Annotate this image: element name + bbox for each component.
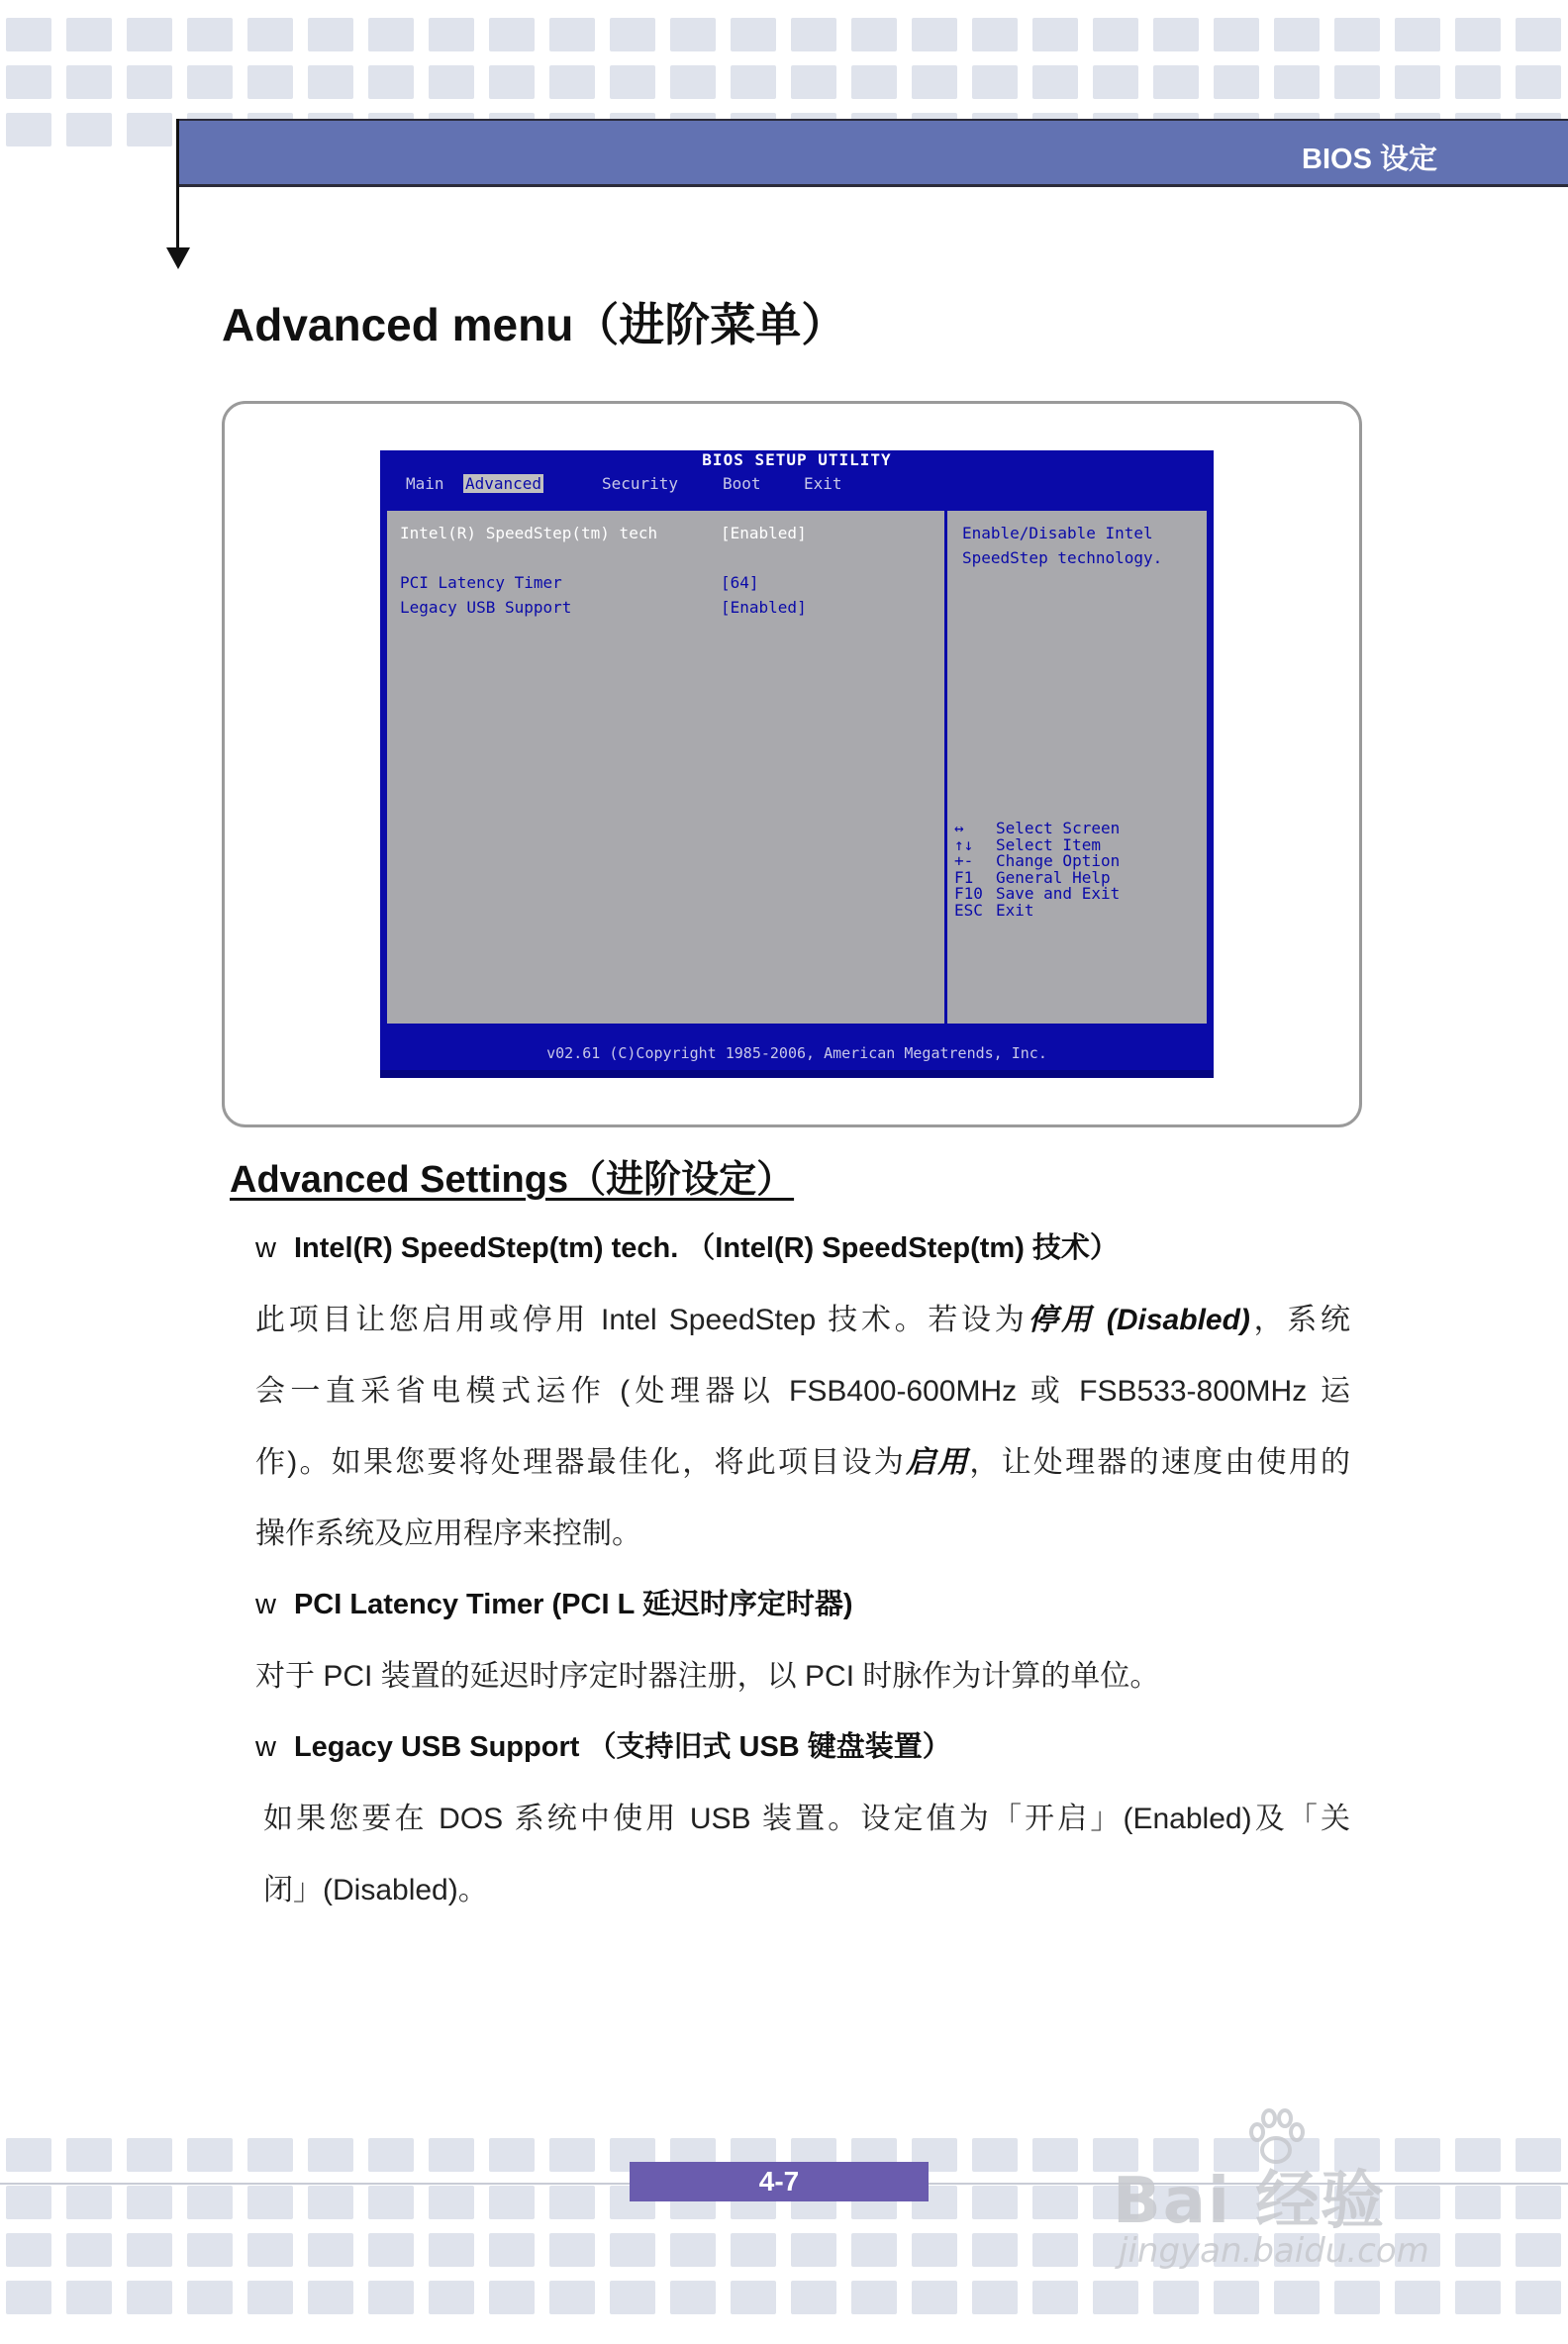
- bios-bottom-edge: [380, 1070, 1214, 1078]
- decorative-tile: [187, 2138, 233, 2172]
- decorative-tile: [66, 2281, 112, 2314]
- paragraph-line: [263, 1794, 1350, 1837]
- bullet-marker: w: [255, 1232, 276, 1264]
- decorative-tile: [549, 2281, 595, 2314]
- decorative-tile: [6, 2138, 51, 2172]
- item-title-text: Intel(R) SpeedStep(tm) tech. （Intel(R) SpeedStep(tm) 技术）: [293, 1232, 1119, 1264]
- bios-setting-value[interactable]: [Enabled]: [721, 598, 807, 617]
- decorative-tile: [912, 2281, 957, 2314]
- decorative-tile: [187, 18, 233, 51]
- text-run: 闭」(Disabled)。: [263, 1874, 488, 1906]
- decorative-tile: [187, 2281, 233, 2314]
- decorative-tile: [1032, 18, 1078, 51]
- emphasis-text: 启用: [905, 1446, 970, 1479]
- decorative-tile: [429, 18, 474, 51]
- header-band: [176, 119, 1568, 187]
- decorative-tile: [247, 2233, 293, 2267]
- bios-key-label: ESC: [954, 901, 983, 920]
- text-run: ，系统: [1249, 1304, 1351, 1336]
- decorative-tile: [1395, 65, 1440, 99]
- bullet-marker: w: [255, 1731, 276, 1763]
- decorative-tile: [912, 18, 957, 51]
- decorative-tile: [127, 2233, 172, 2267]
- decorative-tile: [6, 65, 51, 99]
- decorative-tile: [1516, 65, 1561, 99]
- bios-help-text: SpeedStep technology.: [962, 548, 1163, 567]
- decorative-tile: [972, 65, 1018, 99]
- decorative-tile: [368, 2281, 414, 2314]
- bios-tab-exit[interactable]: Exit: [804, 474, 842, 493]
- decorative-tile: [1032, 2186, 1078, 2219]
- decorative-tile: [972, 2186, 1018, 2219]
- bios-key-action: Exit: [996, 901, 1034, 920]
- bios-key-action: General Help: [996, 867, 1111, 887]
- decorative-tile: [851, 65, 897, 99]
- decorative-tile: [187, 2186, 233, 2219]
- bios-key-action: Change Option: [996, 851, 1121, 871]
- bullet-marker: w: [255, 1589, 276, 1620]
- bios-key-label: F1: [954, 867, 974, 887]
- decorative-tile: [791, 65, 836, 99]
- decorative-tile: [127, 2281, 172, 2314]
- item-title-text: Legacy USB Support （支持旧式 USB 键盘装置）: [293, 1731, 951, 1763]
- decorative-tile: [6, 2281, 51, 2314]
- decorative-tile: [6, 113, 51, 146]
- decorative-tile: [670, 2233, 716, 2267]
- decorative-tile: [66, 18, 112, 51]
- paragraph-line: [255, 1437, 1350, 1481]
- decorative-tile: [308, 65, 353, 99]
- decorative-tile: [1153, 18, 1199, 51]
- decorative-tile: [670, 65, 716, 99]
- decorative-tile: [1395, 18, 1440, 51]
- decorative-tile: [1032, 65, 1078, 99]
- decorative-tile: [489, 18, 535, 51]
- decorative-tile: [549, 2138, 595, 2172]
- watermark-url: jingyan.baidu.com: [1119, 2231, 1429, 2271]
- decorative-tile: [489, 2281, 535, 2314]
- decorative-tile: [791, 2281, 836, 2314]
- decorative-tile: [912, 2233, 957, 2267]
- item-title-speedstep: [255, 1225, 1119, 1266]
- page-number: 4-7: [630, 2162, 929, 2201]
- decorative-tile: [972, 18, 1018, 51]
- decorative-tile: [791, 2233, 836, 2267]
- decorative-tile: [247, 2281, 293, 2314]
- decorative-tile: [1516, 2233, 1561, 2267]
- bios-setting-value[interactable]: [64]: [721, 573, 759, 592]
- text-run: 作)。如果您要将处理器最佳化，将此项目设为: [255, 1446, 906, 1479]
- decorative-tile: [731, 18, 776, 51]
- paragraph-line: [255, 1295, 1350, 1338]
- decorative-tile: [1516, 2281, 1561, 2314]
- decorative-tile: [670, 18, 716, 51]
- decorative-tile: [1032, 2281, 1078, 2314]
- bios-tab-security[interactable]: Security: [602, 474, 679, 493]
- bios-tab-advanced[interactable]: Advanced: [465, 474, 542, 493]
- bios-key-label: F10: [954, 884, 983, 904]
- decorative-tile: [1274, 18, 1320, 51]
- decorative-tile: [127, 113, 172, 146]
- bios-copyright: v02.61 (C)Copyright 1985-2006, American Megatrends, Inc.: [546, 1044, 1047, 1062]
- decorative-tile: [368, 18, 414, 51]
- baidu-watermark: [1113, 2108, 1489, 2287]
- decorative-tile: [489, 2233, 535, 2267]
- bios-title: BIOS SETUP UTILITY: [702, 450, 892, 469]
- item-title-text: PCI Latency Timer (PCI L 延迟时序定时器): [293, 1589, 853, 1620]
- decorative-tile: [791, 18, 836, 51]
- item-title-pci-latency: [255, 1582, 852, 1622]
- bios-key-label: +-: [954, 851, 974, 871]
- decorative-tile: [308, 2281, 353, 2314]
- bios-setting-label[interactable]: PCI Latency Timer: [400, 573, 562, 592]
- decorative-tile: [1334, 65, 1380, 99]
- decorative-tile: [368, 2233, 414, 2267]
- decorative-tile: [489, 2186, 535, 2219]
- bios-panel-divider: [944, 508, 947, 1026]
- header-divider-line: [176, 119, 179, 251]
- decorative-tile: [610, 2233, 655, 2267]
- decorative-tile: [670, 2281, 716, 2314]
- text-run: 会一直采省电模式运作 (处理器以 FSB400-600MHz 或 FSB533-800MHz 运: [255, 1375, 1350, 1408]
- down-arrow-icon: [166, 247, 190, 269]
- decorative-tile: [549, 2233, 595, 2267]
- decorative-tile: [610, 18, 655, 51]
- bios-key-label: ↑↓: [954, 834, 974, 854]
- decorative-tile: [6, 18, 51, 51]
- bios-tab-boot[interactable]: Boot: [723, 474, 761, 493]
- text-run: 操作系统及应用程序来控制。: [255, 1517, 641, 1550]
- bios-key-action: Select Screen: [996, 819, 1121, 837]
- decorative-tile: [308, 2233, 353, 2267]
- page-heading: Advanced menu（进阶菜单）: [222, 299, 847, 350]
- decorative-tile: [6, 2233, 51, 2267]
- decorative-tile: [972, 2233, 1018, 2267]
- decorative-tile: [368, 2186, 414, 2219]
- decorative-tile: [1214, 65, 1259, 99]
- decorative-tile: [187, 65, 233, 99]
- bios-setting-label[interactable]: Intel(R) SpeedStep(tm) tech: [400, 524, 658, 542]
- bios-help-text: Enable/Disable Intel: [962, 524, 1153, 542]
- bios-key-label: ↔: [954, 819, 964, 837]
- decorative-tile: [247, 65, 293, 99]
- settings-heading: Advanced Settings（进阶设定）: [230, 1159, 795, 1201]
- bios-screen: [380, 450, 1214, 1078]
- decorative-tile: [429, 2281, 474, 2314]
- decorative-tile: [1455, 65, 1501, 99]
- decorative-tile: [1334, 18, 1380, 51]
- decorative-tile: [610, 2281, 655, 2314]
- paragraph-line: [255, 1651, 1350, 1695]
- bios-setting-value[interactable]: [Enabled]: [721, 524, 807, 542]
- emphasis-text: 停用 (Disabled): [1028, 1304, 1250, 1336]
- bios-setting-label[interactable]: Legacy USB Support: [400, 598, 572, 617]
- decorative-tile: [1153, 65, 1199, 99]
- decorative-tile: [851, 18, 897, 51]
- bios-tab-main[interactable]: Main: [406, 474, 444, 493]
- paragraph-line: [255, 1366, 1350, 1410]
- decorative-tile: [429, 2138, 474, 2172]
- decorative-tile: [247, 18, 293, 51]
- decorative-tile: [1032, 2233, 1078, 2267]
- item-title-legacy-usb: [255, 1724, 951, 1765]
- paragraph-line: [255, 1509, 1350, 1552]
- decorative-tile: [187, 2233, 233, 2267]
- decorative-tile: [1214, 18, 1259, 51]
- decorative-tile: [308, 18, 353, 51]
- decorative-tile: [972, 2138, 1018, 2172]
- bios-key-action: Save and Exit: [996, 884, 1121, 904]
- decorative-tile: [66, 65, 112, 99]
- decorative-tile: [127, 2138, 172, 2172]
- decorative-tile: [1516, 2138, 1561, 2172]
- text-run: 对于 PCI 装置的延迟时序定时器注册，以 PCI 时脉作为计算的单位。: [255, 1660, 1160, 1693]
- decorative-tile: [1455, 18, 1501, 51]
- decorative-tile: [429, 65, 474, 99]
- decorative-tile: [127, 2186, 172, 2219]
- decorative-tile: [368, 65, 414, 99]
- text-run: ，让处理器的速度由使用的: [969, 1446, 1351, 1479]
- header-title: BIOS 设定: [1302, 144, 1437, 175]
- decorative-tile: [731, 2281, 776, 2314]
- decorative-tile: [912, 65, 957, 99]
- text-run: 此项目让您启用或停用 Intel SpeedStep 技术。若设为: [255, 1304, 1029, 1336]
- decorative-tile: [851, 2233, 897, 2267]
- decorative-tile: [429, 2233, 474, 2267]
- decorative-tile: [127, 18, 172, 51]
- decorative-tile: [549, 18, 595, 51]
- decorative-tile: [549, 65, 595, 99]
- decorative-tile: [1516, 18, 1561, 51]
- bios-key-action: Select Item: [996, 834, 1101, 854]
- decorative-tile: [308, 2138, 353, 2172]
- decorative-tile: [429, 2186, 474, 2219]
- decorative-tile: [1032, 2138, 1078, 2172]
- decorative-tile: [549, 2186, 595, 2219]
- decorative-tile: [972, 2281, 1018, 2314]
- decorative-tile: [368, 2138, 414, 2172]
- decorative-tile: [247, 2186, 293, 2219]
- decorative-tile: [247, 2138, 293, 2172]
- decorative-tile: [1093, 18, 1138, 51]
- decorative-tile: [1516, 2186, 1561, 2219]
- paragraph-line: [263, 1865, 1358, 1908]
- decorative-tile: [66, 113, 112, 146]
- decorative-tile: [66, 2186, 112, 2219]
- decorative-tile: [731, 2233, 776, 2267]
- decorative-tile: [66, 2233, 112, 2267]
- watermark-main-text: Bai 经验: [1113, 2165, 1387, 2238]
- text-run: 如果您要在 DOS 系统中使用 USB 装置。设定值为「开启」(Enabled)及「关: [263, 1803, 1350, 1835]
- decorative-tile: [66, 2138, 112, 2172]
- decorative-tile: [489, 65, 535, 99]
- decorative-tile: [731, 65, 776, 99]
- decorative-tile: [127, 65, 172, 99]
- decorative-tile: [308, 2186, 353, 2219]
- decorative-tile: [6, 2186, 51, 2219]
- decorative-tile: [489, 2138, 535, 2172]
- decorative-tile: [1093, 65, 1138, 99]
- decorative-tile: [1274, 65, 1320, 99]
- decorative-tile: [851, 2281, 897, 2314]
- decorative-tile: [610, 65, 655, 99]
